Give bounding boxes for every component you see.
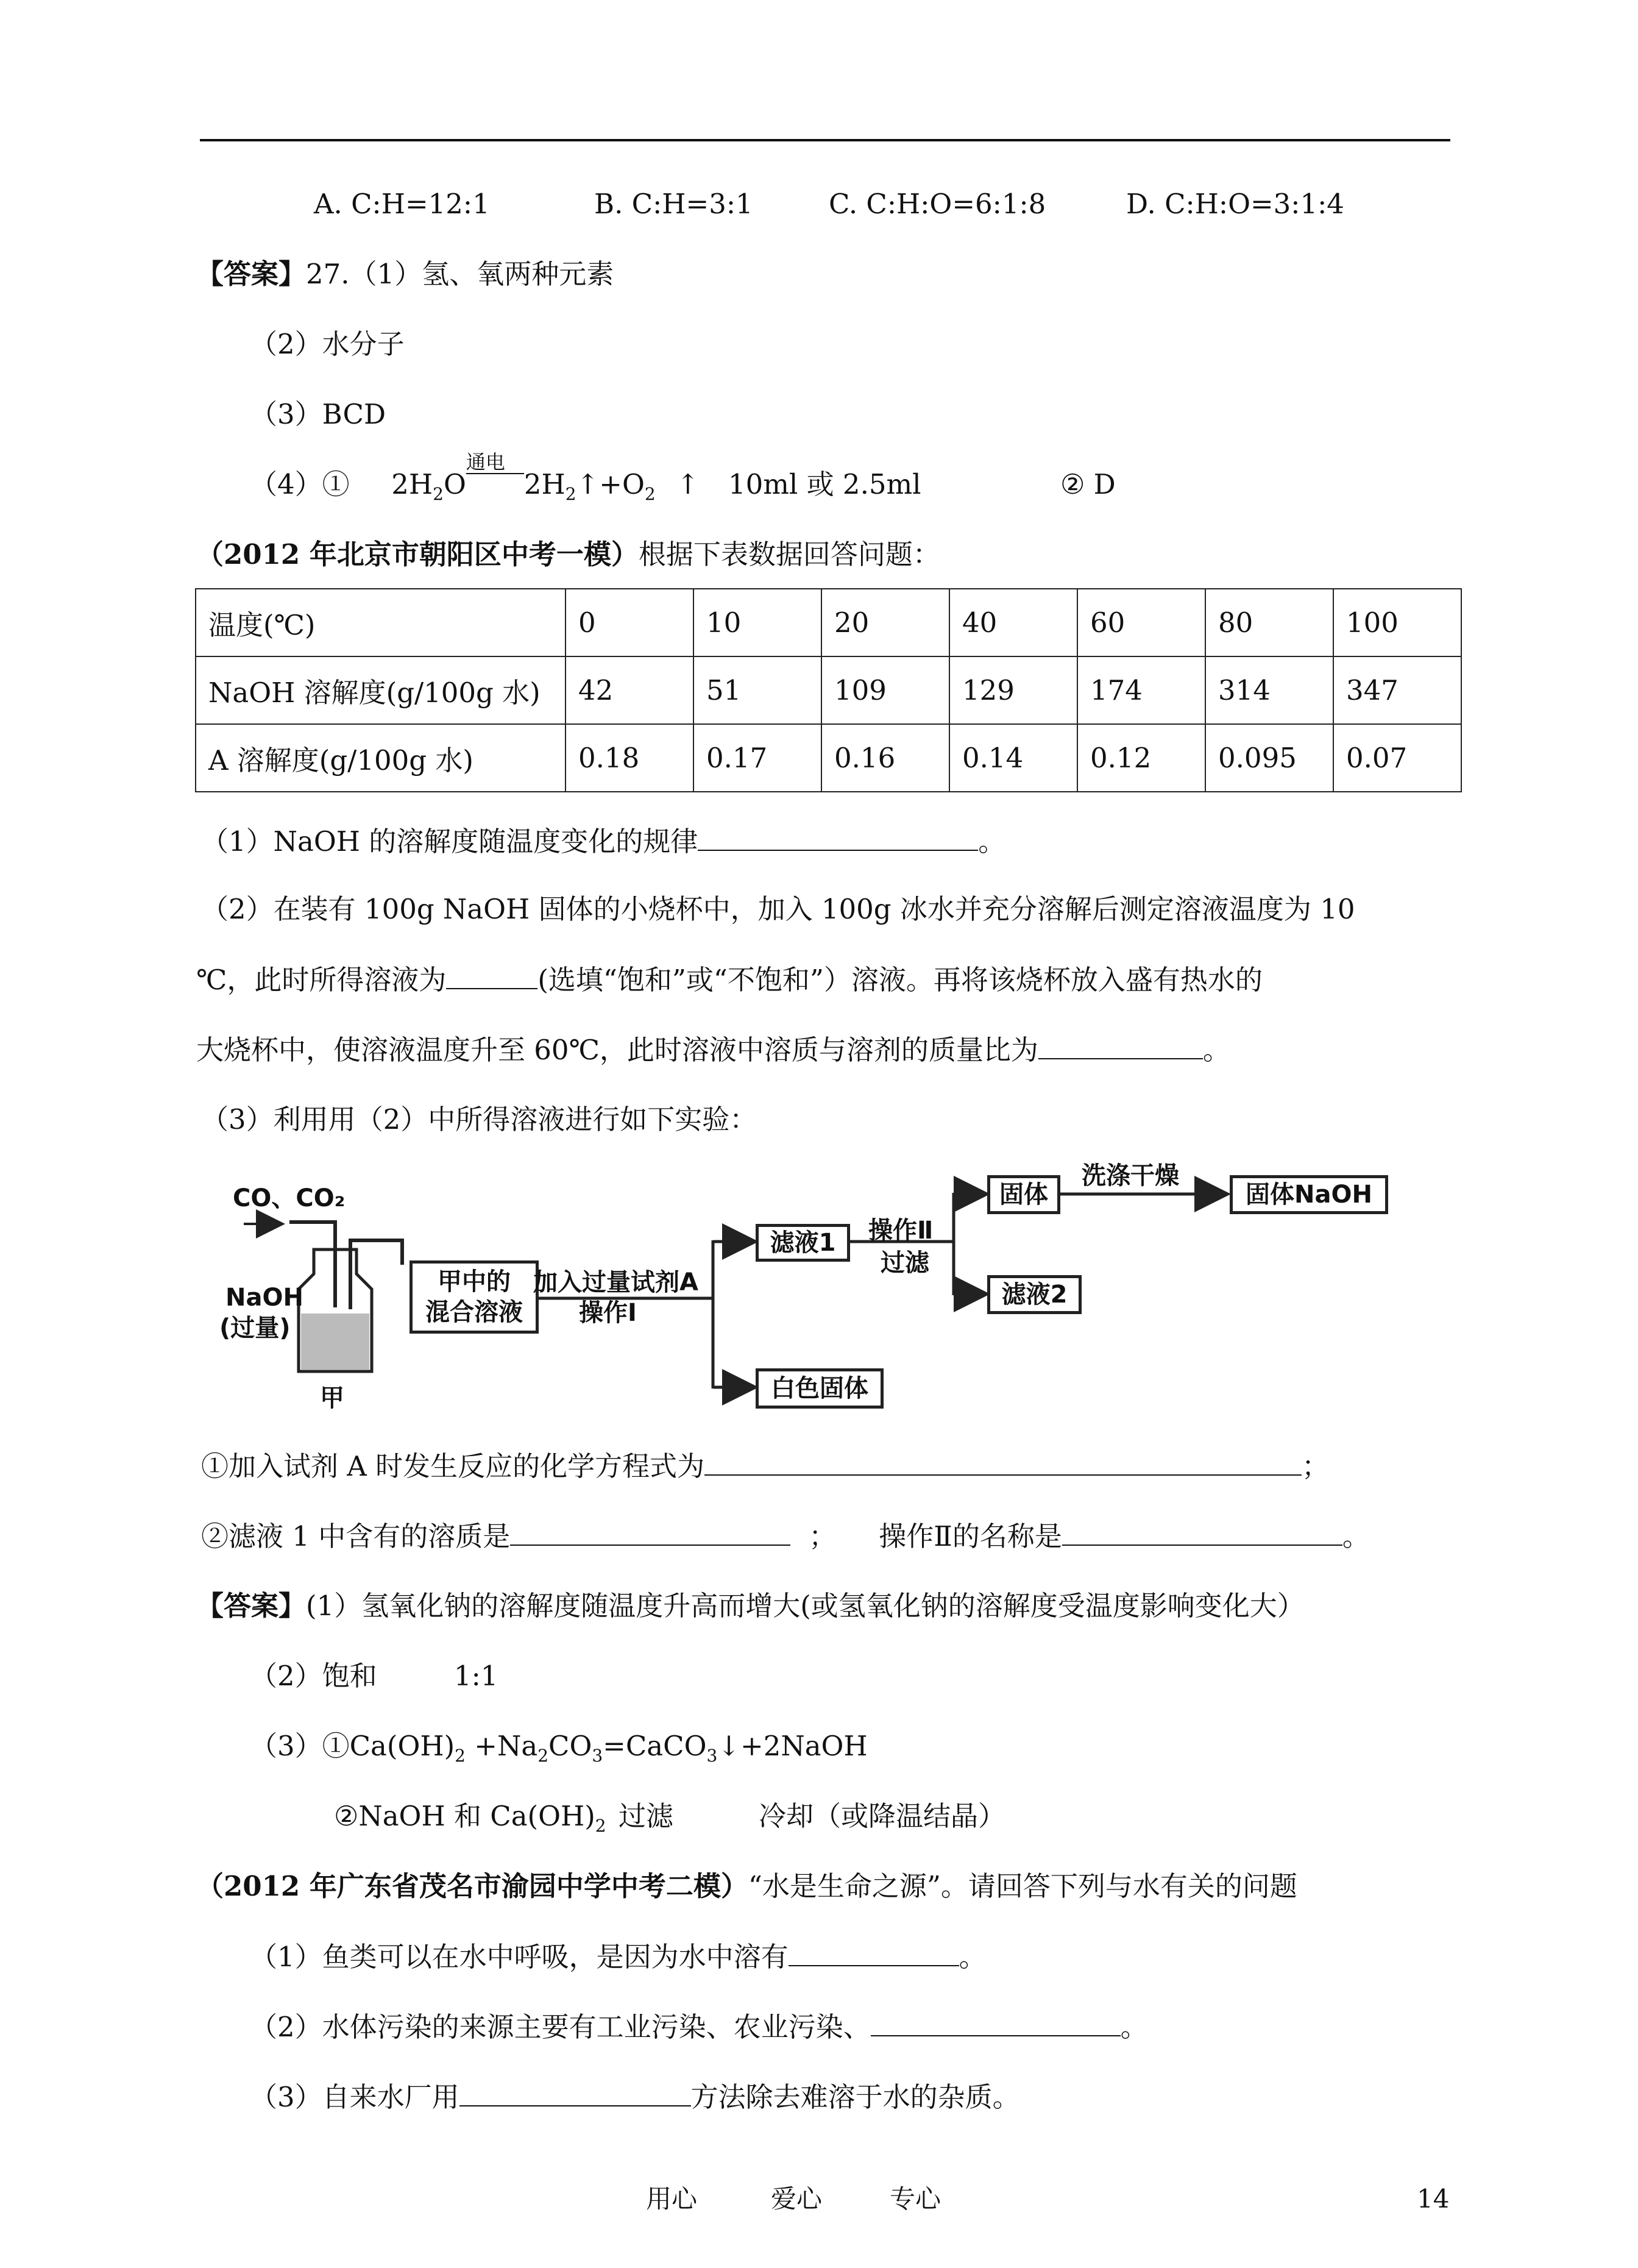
answer-line: ②NaOH 和 $Ca(OH)_2$	[334, 1800, 606, 1836]
table-cell: 0.17	[693, 724, 821, 792]
table-row	[196, 656, 1461, 724]
white-solid-box: 白色固体	[756, 1368, 884, 1409]
table-cell: 0.18	[566, 724, 693, 792]
option-a: A. C:H=12:1	[314, 188, 490, 220]
table-cell: 80	[1205, 589, 1333, 656]
question-2-heading	[196, 536, 940, 573]
mixed-solution-box: 甲中的 混合溶液	[410, 1260, 539, 1334]
volume-answer: 10ml 或 2.5ml	[728, 468, 921, 500]
answer-line: （2）水分子	[250, 328, 405, 360]
answer-block-2	[196, 1588, 1305, 1624]
header-rule	[200, 139, 1450, 141]
answer-blank[interactable]	[446, 961, 537, 989]
table-cell: 100	[1333, 589, 1461, 656]
filtrate-1-box: 滤液1	[756, 1224, 850, 1262]
question-3-part-1: （1）鱼类可以在水中呼吸，是因为水中溶有 。	[250, 1938, 987, 1975]
answer-blank[interactable]	[510, 1518, 790, 1546]
filtrate-2-box: 滤液2	[987, 1275, 1082, 1314]
question-intro: “水是生命之源”。请回答下列与水有关的问题	[748, 1870, 1297, 1902]
experiment-flow-diagram	[219, 1158, 1420, 1426]
answer-blank[interactable]	[871, 2008, 1121, 2036]
answer-line: (1）氢氧化钠的溶解度随温度升高而增大(或氢氧化钠的溶解度受温度影响变化大）	[306, 1590, 1305, 1622]
answer-block-1	[196, 256, 614, 293]
footer-motto-1: 用心	[646, 2184, 698, 2214]
question-part-3: （3）利用用（2）中所得溶液进行如下实验：	[201, 1103, 757, 1136]
table-cell: 10	[693, 589, 821, 656]
question-part-2-line-3: 大烧杯中，使溶液温度升至 60℃，此时溶液中溶质与溶剂的质量比为 。	[196, 1031, 1230, 1068]
table-row	[196, 589, 1461, 656]
table-cell: 42	[566, 656, 693, 724]
answer-line: 冷却（或降温结晶）	[759, 1800, 1006, 1832]
sub-question-2: ②滤液 1 中含有的溶质是 ； 操作Ⅱ的名称是 。	[201, 1518, 1370, 1555]
question-source: （2012 年广东省茂名市渝园中学中考二模）	[196, 1870, 748, 1902]
naoh-label: NaOH	[225, 1284, 303, 1312]
table-cell: 0	[566, 589, 693, 656]
d-answer: ② D	[1060, 468, 1116, 500]
question-3-heading	[196, 1868, 1297, 1905]
table-cell: NaOH 溶解度(g/100g 水)	[196, 656, 566, 724]
answer-blank[interactable]	[459, 2078, 691, 2106]
footer-motto-3: 专心	[890, 2184, 941, 2214]
answer-tag: 【答案】	[196, 258, 307, 290]
answer-blank[interactable]	[704, 1448, 1302, 1476]
table-cell: 0.14	[949, 724, 1077, 792]
operation-2-label: 操作Ⅱ	[868, 1217, 934, 1245]
question-part-2-line-1: （2）在装有 100g NaOH 固体的小烧杯中，加入 100g 冰水并充分溶解后测定溶液温度为 10	[201, 893, 1355, 925]
option-d: D. C:H:O=3:1:4	[1126, 188, 1344, 220]
gas-label: CO、CO₂	[233, 1184, 346, 1212]
table-cell: 174	[1077, 656, 1205, 724]
electrolysis-equation: $2H_2O$ 通电 $2H_2↑+O_2$ ↑	[391, 468, 700, 500]
question-part-1: （1）NaOH 的溶解度随温度变化的规律 。	[201, 823, 1005, 860]
page-number: 14	[1417, 2184, 1450, 2214]
option-c: C. C:H:O=6:1:8	[829, 188, 1046, 220]
answer-line-4	[250, 450, 700, 504]
table-cell: 129	[949, 656, 1077, 724]
answer-blank[interactable]	[1038, 1031, 1203, 1059]
table-cell: 51	[693, 656, 821, 724]
table-cell: 40	[949, 589, 1077, 656]
gas-washing-bottle	[289, 1222, 402, 1371]
table-cell: 0.16	[821, 724, 949, 792]
question-part-2-line-2: ℃，此时所得溶液为 (选填“饱和”或“不饱和”）溶液。再将该烧杯放入盛有热水的	[196, 961, 1263, 998]
question-source: （2012 年北京市朝阳区中考一模）	[196, 538, 639, 571]
filtration-label: 过滤	[881, 1249, 929, 1277]
table-cell: 温度(℃)	[196, 589, 566, 656]
option-b: B. C:H=3:1	[594, 188, 753, 220]
footer-motto-2: 爱心	[771, 2184, 823, 2214]
table-cell: 20	[821, 589, 949, 656]
table-cell: 60	[1077, 589, 1205, 656]
table-cell: 347	[1333, 656, 1461, 724]
solubility-table	[195, 588, 1462, 792]
reaction-condition: 通电	[466, 450, 505, 474]
question-3-part-2: （2）水体污染的来源主要有工业污染、农业污染、 。	[250, 2008, 1148, 2046]
table-cell: 0.095	[1205, 724, 1333, 792]
table-cell: 109	[821, 656, 949, 724]
table-row	[196, 724, 1461, 792]
answer-blank[interactable]	[698, 823, 978, 851]
answer-line: 过滤	[619, 1800, 674, 1832]
bottle-label: 甲	[320, 1384, 344, 1412]
reagent-a-label: 加入过量试剂A	[533, 1268, 698, 1296]
question-3-part-3: （3）自来水厂用 方法除去难溶于水的杂质。	[250, 2078, 1020, 2116]
answer-tag: 【答案】	[196, 1590, 307, 1622]
answer-line: 27.（1）氢、氧两种元素	[306, 258, 614, 290]
sub-question-1: ①加入试剂 A 时发生反应的化学方程式为 ；	[201, 1448, 1329, 1485]
answer-blank[interactable]	[789, 1938, 959, 1966]
answer-line: （2）饱和	[250, 1660, 377, 1692]
table-cell: 0.07	[1333, 724, 1461, 792]
answer-line-equation: $(3)①Ca(OH)_2$ $+Na_2CO_3=CaCO_3↓+2NaOH$	[250, 1730, 868, 1766]
table-cell: A 溶解度(g/100g 水)	[196, 724, 566, 792]
answer-blank[interactable]	[1062, 1518, 1342, 1546]
operation-1-label: 操作Ⅰ	[579, 1299, 637, 1327]
table-cell: 0.12	[1077, 724, 1205, 792]
table-cell: 314	[1205, 656, 1333, 724]
answer-line: 1:1	[454, 1660, 498, 1692]
answer-line: （3）BCD	[250, 398, 386, 430]
item-prefix: （4）①	[250, 468, 350, 500]
solid-naoh-box: 固体NaOH	[1230, 1175, 1388, 1214]
naoh-excess-label: (过量)	[219, 1314, 291, 1342]
wash-dry-label: 洗涤干燥	[1082, 1162, 1179, 1190]
question-intro: 根据下表数据回答问题：	[638, 538, 940, 571]
solid-box: 固体	[987, 1175, 1060, 1214]
